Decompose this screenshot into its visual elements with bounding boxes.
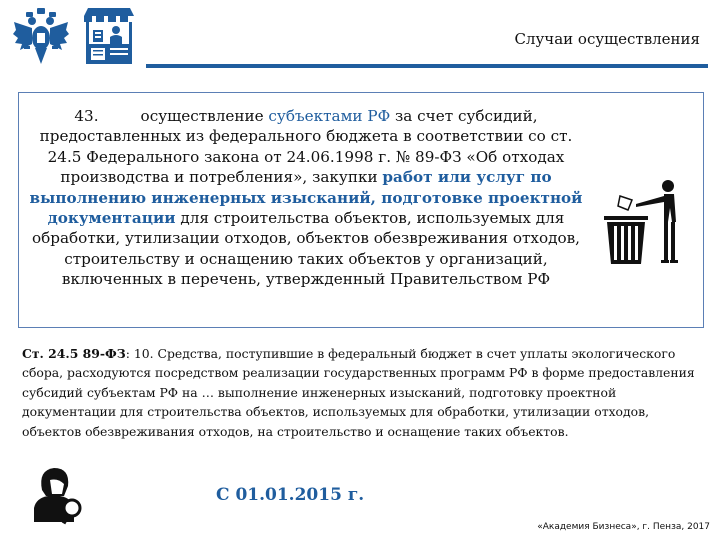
header-divider <box>146 64 708 68</box>
main-paragraph <box>22 106 590 290</box>
effective-date: С 01.01.2015 г. <box>216 485 365 505</box>
slide-title: Случаи осуществления <box>514 30 700 48</box>
main-text-segment: за счет субсидий, предоставленных из федерального бюджета в соответствии со ст. 24.5 Федерального закона от 24.06.1998 г. № 89-ФЗ «Об отходах производства и потребления», закупки <box>39 107 573 187</box>
highlight-works: работ или услуг по выполнению инженерных изысканий, подготовке проектной документации <box>29 168 583 228</box>
main-text-segment: осуществление <box>140 107 269 125</box>
main-text-segment: для строительства объектов, используемых для обработки, утилизации отходов, объектов обезвреживания отходов, строительству и оснащению таких объектов у организаций, включенных в перечень, утвержденный Правительством РФ <box>31 209 581 289</box>
law-body: : 10. Средства, поступившие в федеральный бюджет в счет уплаты экологического сбора, расходуются посредством реализации государственных программ РФ в форме предоставления субсидий субъектам РФ на … выполнение инженерных изысканий, подготовку проектной документации для строительства объектов, используемых для обработки, утилизации отходов, объектов обезвреживания отходов, на строительство и оснащение таких объектов. <box>22 346 695 439</box>
person-magnifier-icon <box>28 462 88 526</box>
russian-eagle-emblem <box>10 6 72 68</box>
footer-note: «Академия Бизнеса», г. Пенза, 2017 <box>537 522 710 532</box>
law-reference: Ст. 24.5 89-ФЗ <box>22 346 126 361</box>
law-paragraph <box>22 344 708 441</box>
trash-bin-person-icon <box>598 178 692 272</box>
highlight-subjects: субъектами РФ <box>268 107 391 125</box>
market-stall-icon <box>80 6 138 68</box>
item-number: 43. <box>74 107 99 125</box>
